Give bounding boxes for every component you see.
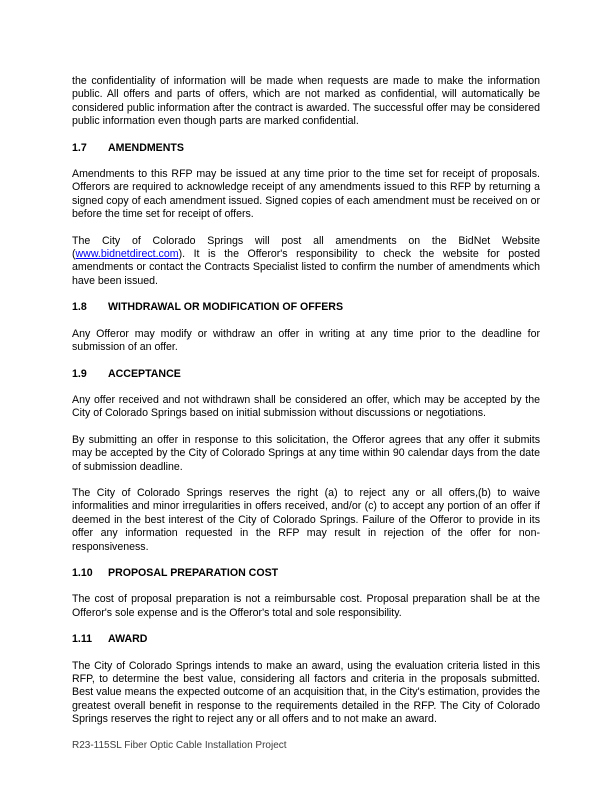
paragraph-amendments-1: Amendments to this RFP may be issued at any time prior to the time set for receipt of proposals. Offerors are required to acknowledge receipt of any amendments issued to this RFP by returning a signed copy of each amendment issued. Signed copies of each amendment must be received on or before the time set for receipt of offers.	[72, 168, 540, 221]
paragraph-withdrawal: Any Offeror may modify or withdraw an offer in writing at any time prior to the deadline for submission of an offer.	[72, 327, 540, 354]
paragraph-amendments-2	[72, 235, 540, 289]
section-heading-1-9	[72, 368, 540, 381]
section-title: PROPOSAL PREPARATION COST	[108, 566, 279, 579]
section-number: 1.9	[72, 367, 87, 380]
paragraph-acceptance-2: By submitting an offer in response to this solicitation, the Offeror agrees that any offer it submits may be accepted by the City of Colorado Springs at any time within 90 calendar days from the date of submission deadline.	[72, 433, 540, 473]
section-title: AMENDMENTS	[108, 141, 184, 154]
paragraph-text-post-link: ). It is the Offeror's responsibility to check the website for posted amendments or contact the Contracts Specialist listed to confirm the number of amendments which have been issued.	[72, 248, 540, 287]
section-heading-1-7	[72, 142, 540, 155]
section-number: 1.7	[72, 141, 87, 154]
paragraph-proposal-cost: The cost of proposal preparation is not a reimbursable cost. Proposal preparation shall be at the Offeror's sole expense and is the Offeror's total and sole responsibility.	[72, 593, 540, 619]
paragraph-acceptance-3: The City of Colorado Springs reserves the right (a) to reject any or all offers,(b) to waive informalities and minor irregularities in offers received, and/or (c) to accept any portion of an offer if deemed in the best interest of the City of Colorado Springs. Failure of the Offeror to provide in its offer any information requested in the RFP may result in rejection of the offer for non-responsiveness.	[72, 486, 540, 553]
paragraph-acceptance-1: Any offer received and not withdrawn shall be considered an offer, which may be accepted by the City of Colorado Springs based on initial submission without discussions or negotiations.	[72, 393, 540, 420]
section-heading-1-8	[72, 301, 540, 314]
section-number: 1.10	[72, 566, 93, 579]
section-number: 1.8	[72, 301, 87, 314]
paragraph-confidentiality: the confidentiality of information will be made when requests are made to make the information public. All offers and parts of offers, which are not marked as confidential, will automatically be considered public information after the contract is awarded. The successful offer may be considered public information even though parts are marked confidential.	[72, 75, 540, 128]
section-title: AWARD	[108, 633, 148, 646]
paragraph-text-pre-link: The City of Colorado Springs will post all amendments on the BidNet Website (	[72, 234, 540, 261]
section-heading-1-10	[72, 567, 540, 580]
page-footer-project-id: R23-115SL Fiber Optic Cable Installation Project	[72, 740, 287, 751]
bidnet-website-link[interactable]: www.bidnetdirect.com	[75, 248, 179, 261]
section-number: 1.11	[72, 633, 93, 646]
section-title: ACCEPTANCE	[108, 367, 181, 380]
section-heading-1-11	[72, 633, 540, 646]
paragraph-award: The City of Colorado Springs intends to make an award, using the evaluation criteria listed in this RFP, to determine the best value, considering all factors and criteria in the proposals submitted. Best value means the expected outcome of an acquisition that, in the City's estimation, provides the greatest overall benefit in response to the requirements detailed in the RFP. The City of Colorado Springs reserves the right to reject any or all offers and to not make an award.	[72, 659, 540, 726]
section-title: WITHDRAWAL OR MODIFICATION OF OFFERS	[108, 301, 344, 314]
